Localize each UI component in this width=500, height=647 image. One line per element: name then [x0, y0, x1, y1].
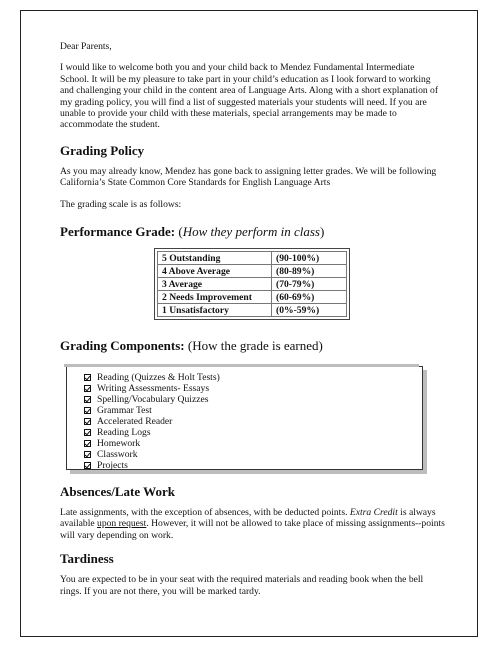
list-item [84, 416, 422, 427]
grade-range: (0%-59%) [272, 304, 347, 317]
list-item [84, 438, 422, 449]
extra-credit-text: Extra Credit [349, 507, 398, 519]
checkbox-checked-icon [84, 374, 91, 381]
grading-policy-heading: Grading Policy [60, 142, 145, 158]
grade-label: 5 Outstanding [158, 252, 272, 265]
list-item [84, 449, 422, 460]
component-label: Reading Logs [97, 426, 151, 438]
grade-range: (90-100%) [272, 252, 347, 265]
component-label: Homework [97, 437, 141, 449]
checkbox-checked-icon [84, 407, 91, 414]
grade-scale-table [154, 248, 350, 320]
component-label: Reading (Quizzes & Holt Tests) [97, 371, 220, 383]
list-item [84, 372, 422, 383]
table-row [158, 304, 347, 317]
grade-label: 3 Average [158, 278, 272, 291]
grade-label: 2 Needs Improvement [158, 291, 272, 304]
list-item [84, 383, 422, 394]
performance-close-paren: ) [319, 224, 325, 240]
table-row [158, 265, 347, 278]
list-item [84, 427, 422, 438]
checkbox-checked-icon [84, 462, 91, 469]
intro-paragraph: I would like to welcome both you and your child back to Mendez Fundamental Intermediate School. It will be my pleasure to take part in your child’s education as I look forward to working and challenging your child in the content area of Language Arts. Along with a short explanation of my grading policy, you will find a list of suggested materials your students will need. If you are unable to provide your child with these materials, special arrangements may be made to accommodate the student. [60, 62, 439, 131]
checkbox-checked-icon [84, 451, 91, 458]
absences-paragraph [60, 507, 445, 541]
greeting: Dear Parents, [60, 41, 112, 52]
absences-text-2: is always available [60, 507, 436, 530]
component-label: Classwork [97, 448, 138, 460]
checkbox-checked-icon [84, 418, 91, 425]
grade-label: 4 Above Average [158, 265, 272, 278]
component-label: Projects [97, 459, 128, 471]
absences-text-3: . However, it will not be allowed to take place of missing assignments--points will vary depending on work. [60, 518, 445, 541]
checkbox-checked-icon [84, 429, 91, 436]
grading-components-box [66, 366, 423, 470]
list-item [84, 405, 422, 416]
grade-range: (80-89%) [272, 265, 347, 278]
table-row [158, 291, 347, 304]
checkbox-checked-icon [84, 440, 91, 447]
checkbox-checked-icon [84, 385, 91, 392]
component-label: Writing Assessments- Essays [97, 382, 210, 394]
checkbox-checked-icon [84, 396, 91, 403]
table-row [158, 252, 347, 265]
component-label: Spelling/Vocabulary Quizzes [97, 393, 209, 405]
absences-text-1: Late assignments, with the exception of absences, with be deducted points. [60, 507, 350, 519]
grade-label: 1 Unsatisfactory [158, 304, 272, 317]
tardiness-heading: Tardiness [60, 551, 114, 567]
grading-scale-intro: The grading scale is as follows: [60, 198, 182, 210]
performance-grade-heading [60, 224, 445, 239]
performance-grade-note: How they perform in class [182, 224, 320, 240]
grading-components-note: (How the grade is earned) [184, 338, 323, 354]
table-row [158, 278, 347, 291]
grading-policy-paragraph: As you may already know, Mendez has gone back to assigning letter grades. We will be following California’s State Common Core Standards for English Language Arts [60, 165, 437, 189]
component-label: Grammar Test [97, 404, 152, 416]
performance-grade-title: Performance Grade: [60, 224, 176, 240]
absences-heading: Absences/Late Work [60, 484, 175, 500]
grade-range: (70-79%) [272, 278, 347, 291]
grading-components-title: Grading Components: [60, 338, 185, 354]
upon-request-text: upon request [97, 518, 147, 530]
component-label: Accelerated Reader [97, 415, 173, 427]
list-item [84, 460, 422, 471]
document-content [60, 41, 445, 597]
grade-range: (60-69%) [272, 291, 347, 304]
performance-open-paren: ( [175, 224, 183, 240]
tardiness-paragraph: You are expected to be in your seat with the required materials and reading book when the bell rings. If you are not there, you will be marked tardy. [60, 574, 424, 597]
grading-components-heading [60, 338, 445, 353]
list-item [84, 394, 422, 405]
